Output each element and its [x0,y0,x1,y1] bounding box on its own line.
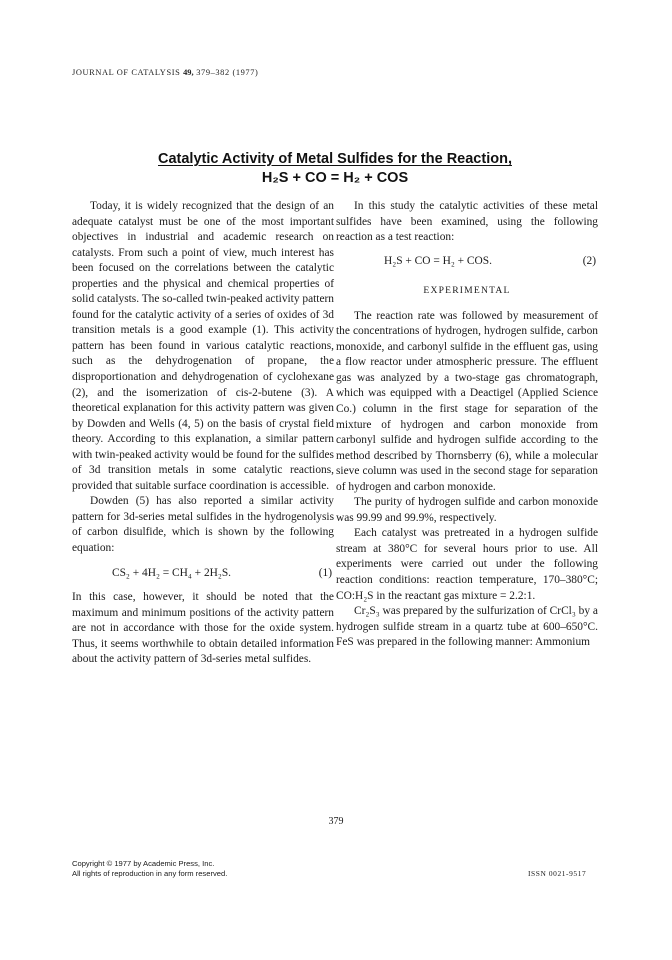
section-heading-experimental: EXPERIMENTAL [423,285,511,297]
copyright-notice: Copyright © 1977 by Academic Press, Inc. [72,859,215,868]
page-number: 379 [328,816,344,827]
preparation-paragraph: Cr₂S₃ was prepared by the sulfurization of CrCl₃ by a hydrogen sulfide stream in a quartz tube at 600–650°C. FeS was prepared in the following manner: Ammonium [336,605,598,649]
rights-notice: All rights of reproduction in any form reserved. [72,869,228,878]
equation-1-text: CS₂ + 4H₂ = CH₄ + 2H₂S. [112,566,232,579]
journal-pages: 379–382 (1977) [196,68,259,77]
purity-paragraph: The purity of hydrogen sulfide and carbon monoxide was 99.99 and 99.9%, respectively. [336,496,598,524]
journal-name: JOURNAL OF CATALYSIS [72,68,181,77]
equation-2 [336,254,598,270]
oxide-comparison-paragraph: In this case, however, it should be noted that the maximum and minimum positions of the activity pattern are not in accordance with those for the oxide system. Thus, it seems worthwhile to obtain detailed information about the activity pattern of 3d-series metal sulfides. [72,591,334,666]
equation-1-number: (1) [318,566,332,579]
journal-header [72,68,258,77]
left-column [72,199,334,668]
right-column [336,199,598,651]
article-title-equation: H₂S + CO = H₂ + COS [261,170,409,186]
issn: ISSN 0021-9517 [528,869,587,878]
intro-paragraph: Today, it is widely recognized that the design of an adequate catalyst must be one of the most important objectives in industrial and academic research on catalysts. From such a point of view, much interest has been focused on the correlations between the catalytic properties and the physical and chemical properties of solid catalysts. The so-called twin-peaked activity pattern found for the catalytic activity of a series of oxides of 3d transition metals is a good example (1). This activity pattern has been found in various catalytic reactions, such as the dehydrogenation of propane, the disproportionation and dehydrogenation of cyclohexane (2), and the isomerization of cis-2-butene (3). A theoretical explanation for this activity pattern was given by Dowden and Wells (4, 5) on the basis of crystal field theory. According to this explanation, a similar pattern with twin-peaked activity would be found for the sulfides of 3d transition metals in some catalytic reactions, provided that suitable surface coordination is accessible. [72,200,335,492]
study-paragraph: In this study the catalytic activities of these metal sulfides have been examined, using the following reaction as a test reaction: [336,200,598,244]
journal-volume: 49, [183,68,194,77]
method-paragraph: The reaction rate was followed by measurement of the concentrations of hydrogen, hydrogen sulfide, carbon monoxide, and carbonyl sulfide in the effluent gas, using a flow reactor under atmospheric pressure. The effluent gas was analyzed by a two-stage gas chromatograph, which was equipped with a Deactigel (Applied Science Co.) column in the first stage for separation of the mixture of hydrogen and carbon monoxide from carbonyl sulfide and hydrogen sulfide according to the method described by Thornsberry (6), while a molecular sieve column was used in the second stage for separation of hydrogen and carbon monoxide. [336,309,598,493]
equation-1 [72,566,334,582]
pretreatment-paragraph: Each catalyst was pretreated in a hydrogen sulfide stream at 380°C for several hours prior to use. All experiments were carried out under the following reaction conditions: reaction temperature, 170–380°C; CO:H₂S in the reactant gas mixture = 2.2:1. [336,527,598,602]
equation-2-number: (2) [582,254,596,267]
article-title: Catalytic Activity of Metal Sulfides for the Reaction, [158,151,512,167]
dowden-paragraph: Dowden (5) has also reported a similar activity pattern for 3d-series metal sulfides in the hydrogenolysis of carbon disulfide, which is shown by the following equation: [72,495,334,555]
equation-2-text: H₂S + CO = H₂ + COS. [384,254,492,267]
